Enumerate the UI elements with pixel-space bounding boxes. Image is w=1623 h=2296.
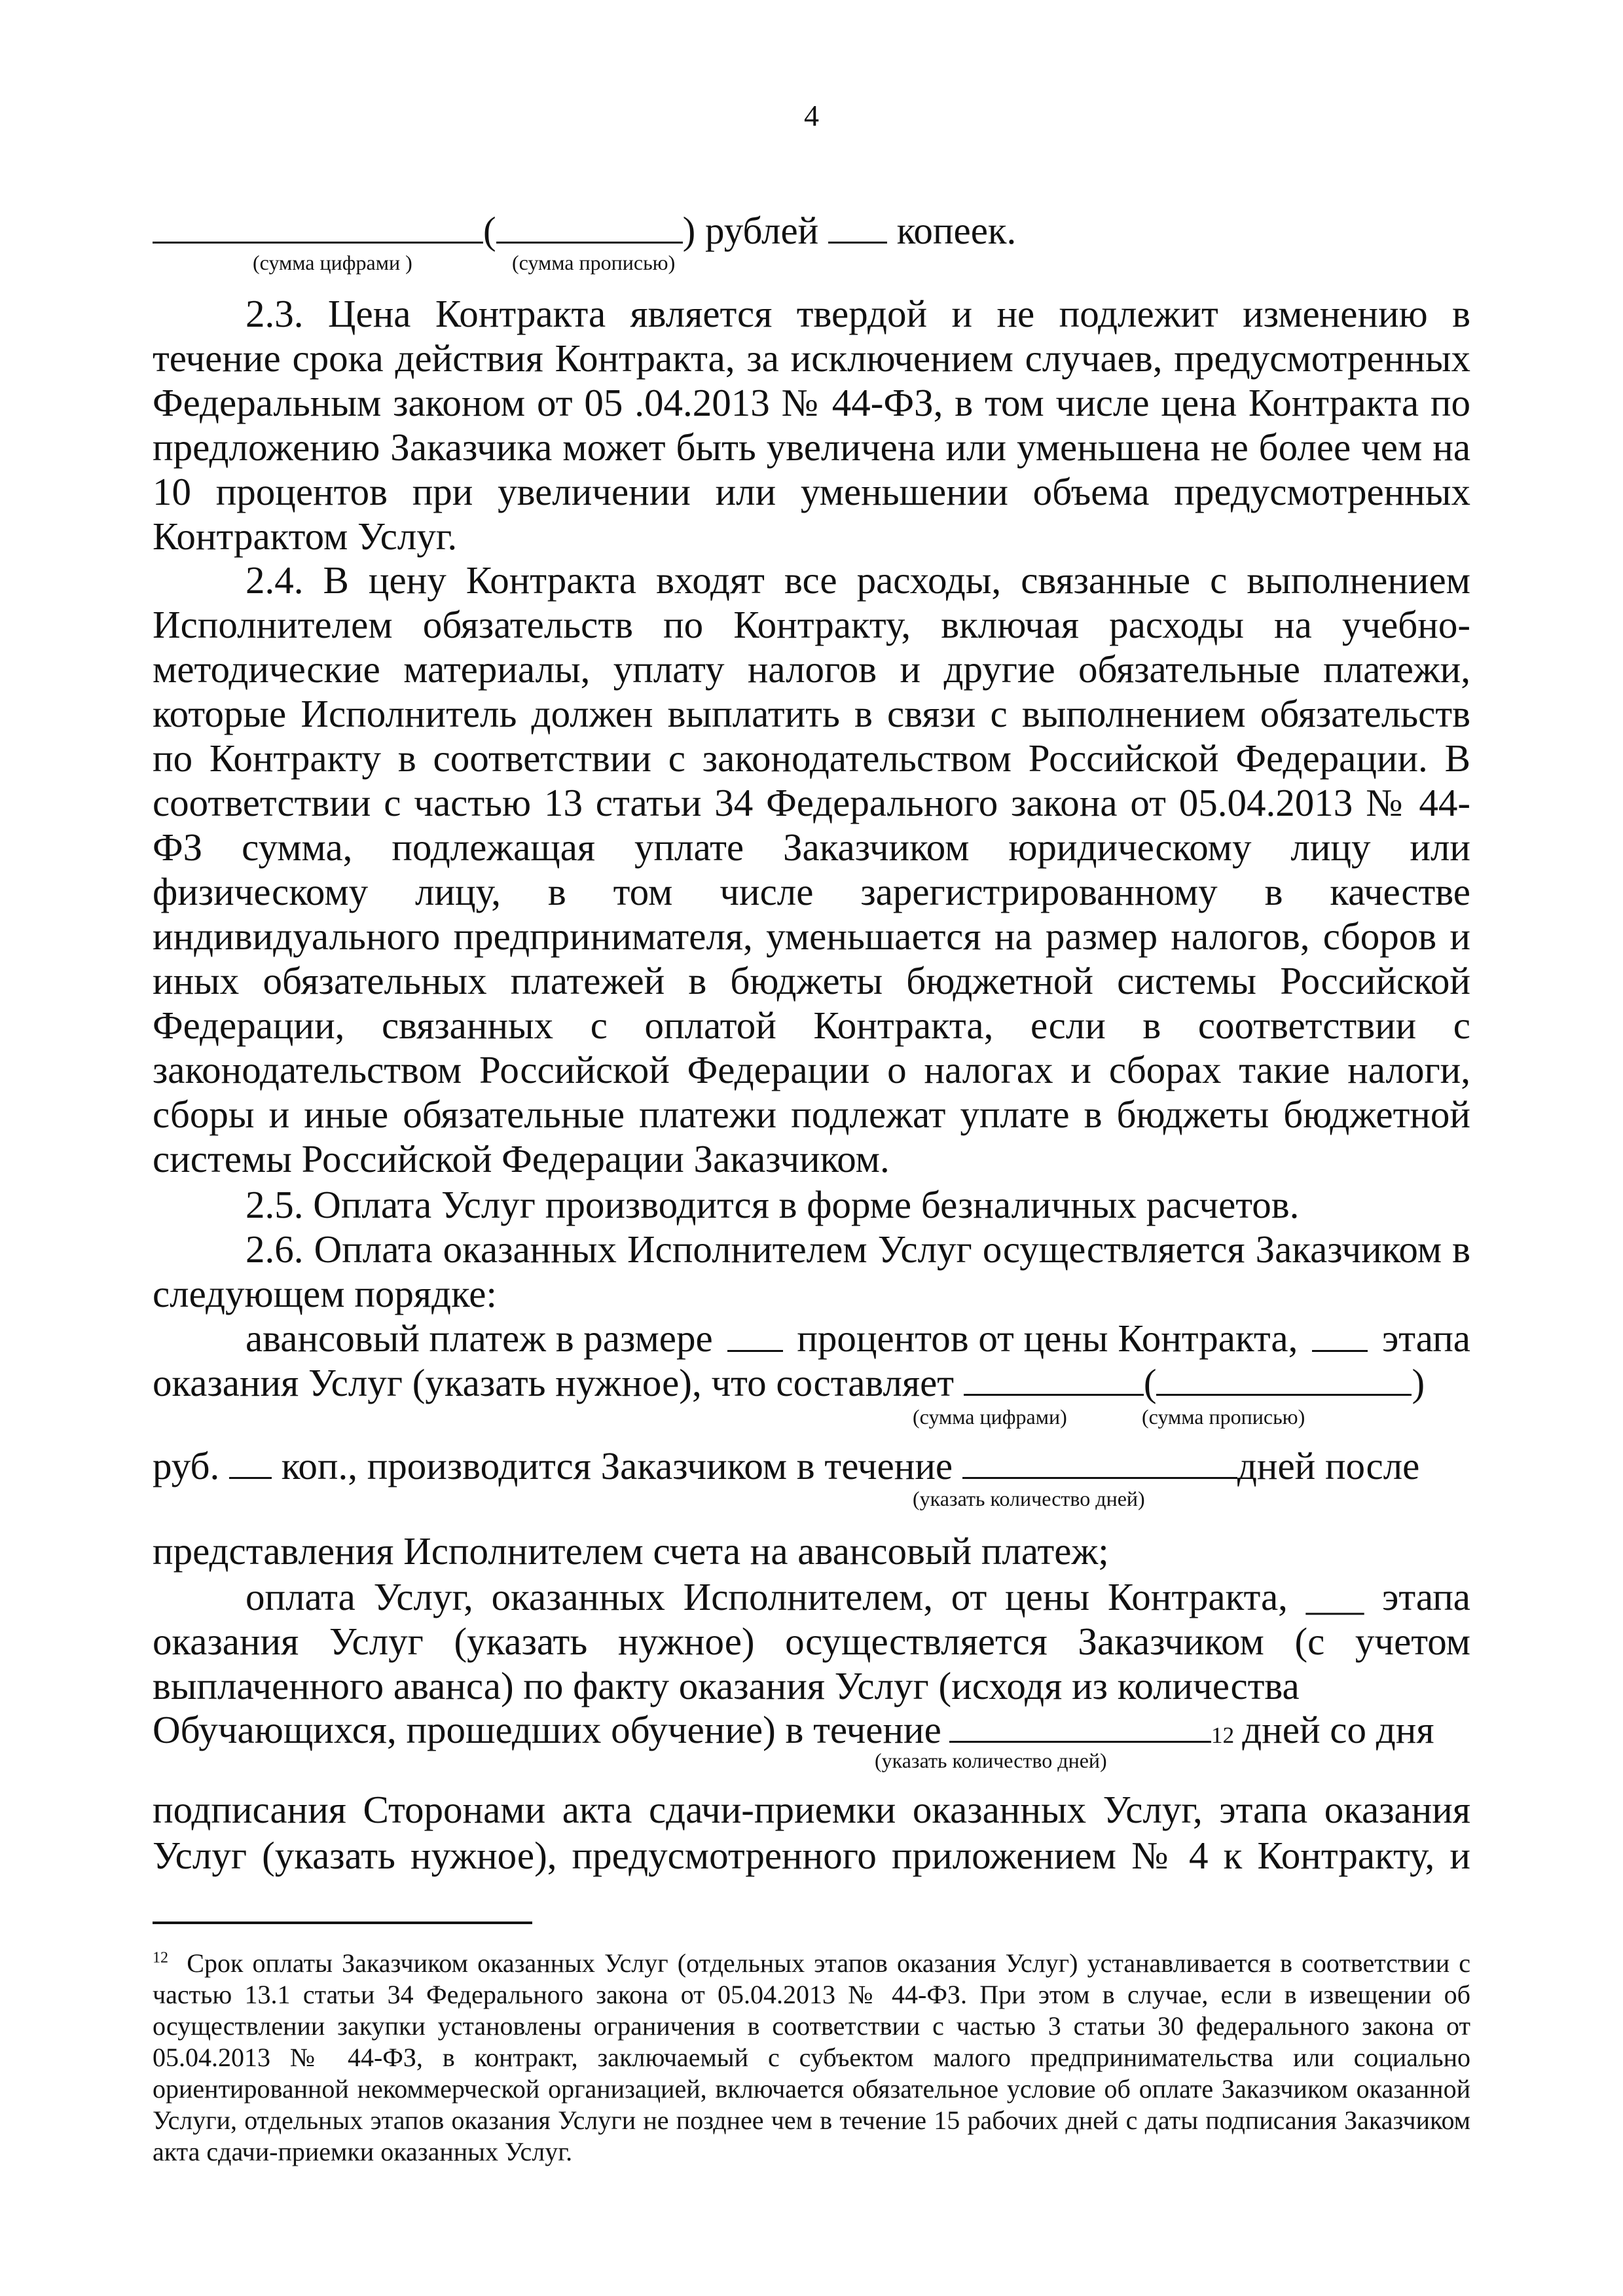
advance-line-2: оказания Услуг (указать нужное), что составляет ( )	[153, 1361, 1425, 1404]
caption-sum-digits: (сумма цифрами )	[253, 251, 412, 274]
clause-2-3: 2.3. Цена Контракта является твердой и не подлежит изменению в течение срока действия Контракта, за исключением случаев, предусмотренных Федеральным законом от 05 .04.2013 № 44-ФЗ, в том числе цена Контракта по предложению Заказчика может быть увеличена или уменьшена не более чем на 10 процентов при увеличении или уменьшении объема предусмотренных Контрактом Услуг.	[153, 292, 1470, 558]
advance-kopeck-blank	[229, 1472, 272, 1479]
advance-line-1: авансовый платеж в размере процентов от цены Контракта, этапа	[246, 1317, 1470, 1360]
footnote-text: Срок оплаты Заказчиком оказанных Услуг (отдельных этапов оказания Услуг) устанавливается в соответствии с частью 13.1 статьи 34 Федерального закона от 05.04.2013 № 44-ФЗ. При этом в случае, если в извещении об осуществлении закупки установлены ограничения в соответствии с частью 3 статьи 30 федерального закона от 05.04.2013 № 44-ФЗ, в контракт, заключаемый с субъектом малого предпринимательства или социально ориентированной некоммерческой организацией, включается обязательное условие об оплате Заказчиком оказанной Услуги, отдельных этапов оказания Услуги не позднее чем в течение 15 рабочих дней с даты подписания Заказчиком акта сдачи-приемки оказанных Услуг.	[153, 1948, 1471, 2166]
payment-days-blank	[949, 1736, 1211, 1743]
payment-cont-1: подписания Сторонами акта сдачи-приемки оказанных Услуг, этапа оказания	[153, 1788, 1470, 1831]
payment-cont-2: Услуг (указать нужное), предусмотренного приложением № 4 к Контракту, и	[153, 1834, 1470, 1877]
caption-advance-digits: (сумма цифрами)	[913, 1405, 1067, 1429]
advance-percent-blank	[727, 1345, 783, 1352]
payment-paragraph: оплата Услуг, оказанных Исполнителем, от цены Контракта, ___ этапа оказания Услуг (указать нужное) осуществляется Заказчиком (с учетом выплаченного аванса) по факту оказания Услуг (исходя из количества	[153, 1575, 1470, 1707]
footnote-mark: 12	[153, 1949, 168, 1967]
advance-line-4: представления Исполнителем счета на авансовый платеж;	[153, 1529, 1109, 1573]
advance-stage-blank	[1312, 1345, 1368, 1352]
footnote	[153, 1948, 1470, 2168]
price-words-blank	[496, 236, 683, 244]
footnote-separator	[153, 1922, 532, 1924]
caption-advance-days: (указать количество дней)	[913, 1487, 1145, 1510]
price-line: ( ) рублей копеек.	[153, 208, 1016, 253]
kopeck-blank	[828, 236, 887, 244]
caption-advance-words: (сумма прописью)	[1142, 1405, 1305, 1429]
advance-words-blank	[1156, 1389, 1412, 1396]
price-digits-blank	[153, 236, 483, 244]
page-number: 4	[804, 99, 819, 132]
advance-line-3: руб. коп., производится Заказчиком в течение дней после	[153, 1444, 1420, 1487]
payment-last-line: Обучающихся, прошедших обучение) в течение 12 дней со дня	[153, 1708, 1434, 1751]
advance-digits-blank	[964, 1389, 1144, 1396]
caption-sum-words: (сумма прописью)	[512, 251, 676, 274]
clause-2-5: 2.5. Оплата Услуг производится в форме безналичных расчетов.	[246, 1183, 1300, 1226]
clause-2-6: 2.6. Оплата оказанных Исполнителем Услуг осуществляется Заказчиком в следующем порядке:	[153, 1228, 1470, 1315]
caption-payment-days: (указать количество дней)	[875, 1749, 1107, 1772]
clause-2-4: 2.4. В цену Контракта входят все расходы, связанные с выполнением Исполнителем обязательств по Контракту, включая расходы на учебно-методические материалы, уплату налогов и другие обязательные платежи, которые Исполнитель должен выплатить в связи с выполнением обязательств по Контракту в соответствии с законодательством Российской Федерации. В соответствии с частью 13 статьи 34 Федерального закона от 05.04.2013 № 44-ФЗ сумма, подлежащая уплате Заказчиком юридическому лицу или физическому лицу, в том числе зарегистрированному в качестве индивидуального предпринимателя, уменьшается на размер налогов, сборов и иных обязательных платежей в бюджеты бюджетной системы Российской Федерации, связанных с оплатой Контракта, если в соответствии с законодательством Российской Федерации о налогах и сборах такие налоги, сборы и иные обязательные платежи подлежат уплате в бюджеты бюджетной системы Российской Федерации Заказчиком.	[153, 558, 1470, 1180]
advance-days-blank	[962, 1472, 1237, 1479]
